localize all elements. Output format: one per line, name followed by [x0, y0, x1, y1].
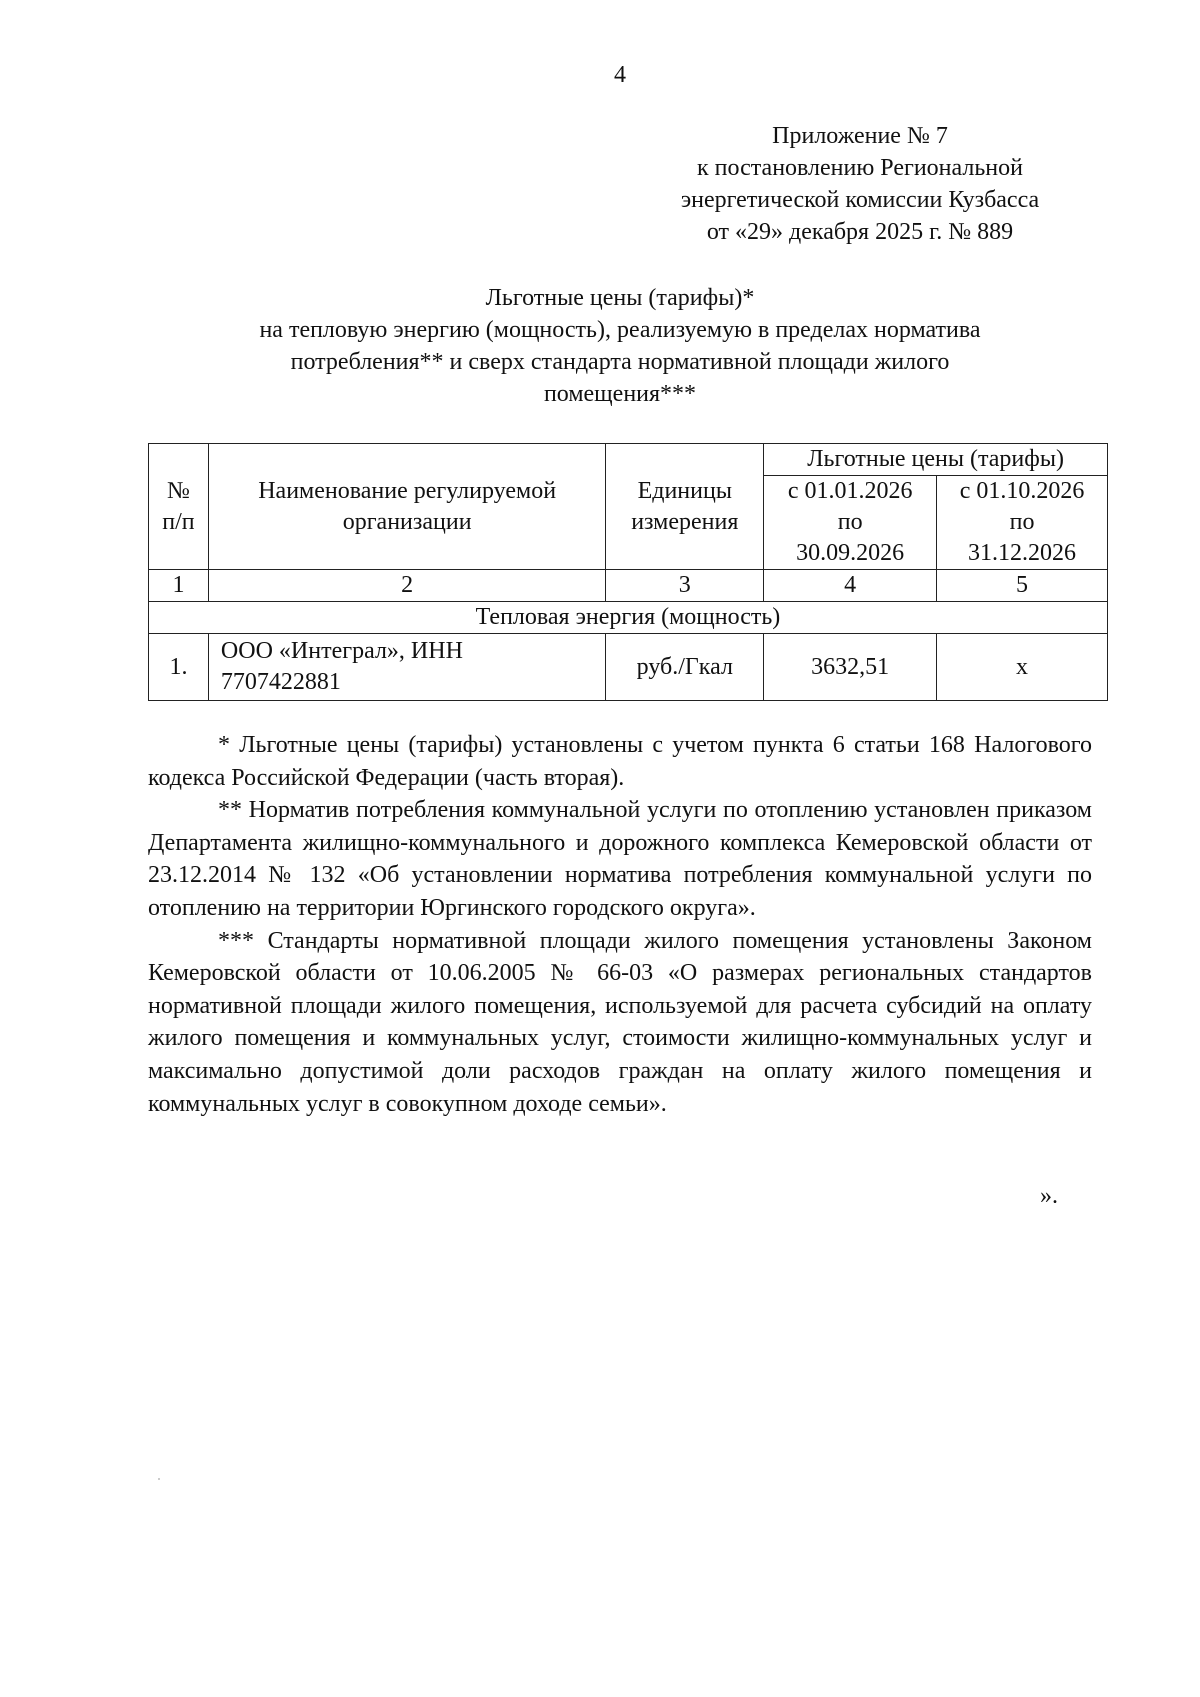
title-line-2: на тепловую энергию (мощность), реализуемую в пределах норматива — [259, 317, 981, 343]
footnote-2: ** Норматив потребления коммунальной услуги по отоплению установлен приказом Департамента жилищно-коммунального и дорожного комплекса Кемеровской области от 23.12.2014 № 132 «Об установлении норматива потребления коммунальной услуги по отоплению на территории Юргинского городского округа». — [148, 797, 1092, 921]
column-numbers-row — [149, 570, 1108, 602]
row-price-period-1: 3632,51 — [764, 634, 937, 701]
column-number: 1 — [149, 570, 209, 602]
row-num: 1. — [149, 634, 209, 701]
footnote-3: *** Стандарты нормативной площади жилого помещения установлены Законом Кемеровской области от 10.06.2005 № 66-03 «О размерах региональных стандартов нормативной площади жилого помещения, используемой для расчета субсидий на оплату жилого помещения и коммунальных услуг, стоимости жилищно-коммунальных услуг и максимально допустимой доли расходов граждан на оплату жилого помещения и коммунальных услуг в совокупном доходе семьи». — [148, 927, 1092, 1117]
section-row — [149, 602, 1108, 634]
table-row — [149, 634, 1108, 701]
header-num: № п/п — [149, 444, 209, 570]
footnotes — [148, 729, 1092, 1120]
header-prices-group: Льготные цены (тарифы) — [764, 444, 1108, 476]
appendix-header — [640, 120, 1080, 248]
title-line-3: потребления** и сверх стандарта нормативной площади жилого — [290, 349, 950, 375]
appendix-reference: к постановлению Региональной — [697, 155, 1023, 181]
column-number: 3 — [606, 570, 764, 602]
header-period-2: с 01.10.2026 по 31.12.2026 — [937, 476, 1108, 570]
header-organization: Наименование регулируемой организации — [208, 444, 605, 570]
column-number: 5 — [937, 570, 1108, 602]
title-line-1: Льготные цены (тарифы)* — [485, 285, 755, 311]
header-unit: Единицы измерения — [606, 444, 764, 570]
scan-speck — [158, 1478, 160, 1480]
column-number: 4 — [764, 570, 937, 602]
footnote-1: * Льготные цены (тарифы) установлены с учетом пункта 6 статьи 168 Налогового кодекса Российской Федерации (часть вторая). — [148, 732, 1092, 791]
section-title: Тепловая энергия (мощность) — [149, 602, 1108, 634]
row-price-period-2: х — [937, 634, 1108, 701]
appendix-date: от «29» декабря 2025 г. № 889 — [706, 219, 1014, 245]
appendix-title: Приложение № 7 — [772, 123, 948, 149]
row-unit: руб./Гкал — [606, 634, 764, 701]
header-period-1: с 01.01.2026 по 30.09.2026 — [764, 476, 937, 570]
row-organization: ООО «Интеграл», ИНН 7707422881 — [208, 634, 605, 701]
document-title — [150, 282, 1090, 410]
column-number: 2 — [208, 570, 605, 602]
tariffs-table — [148, 443, 1108, 701]
header-row — [149, 444, 1108, 476]
appendix-commission: энергетической комиссии Кузбасса — [680, 187, 1040, 213]
closing-quote: ». — [1040, 1183, 1058, 1209]
title-line-4: помещения*** — [543, 381, 697, 407]
page-number: 4 — [614, 62, 626, 88]
